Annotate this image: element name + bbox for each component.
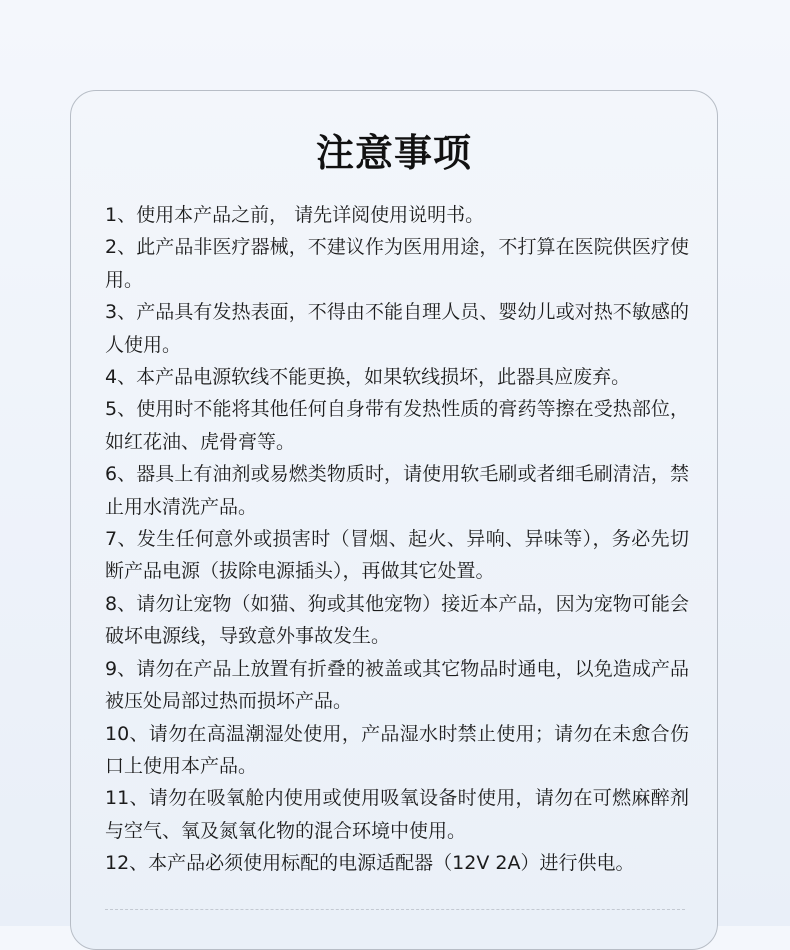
note-item-8: 8、请勿让宠物（如猫、狗或其他宠物）接近本产品，因为宠物可能会破坏电源线，导致意外事故发生。 bbox=[105, 592, 689, 648]
note-item-2: 2、此产品非医疗器械，不建议作为医用用途，不打算在医院供医疗使用。 bbox=[105, 236, 689, 291]
dashed-divider bbox=[105, 909, 685, 910]
note-item-1: 1、使用本产品之前， 请先详阅使用说明书。 bbox=[105, 204, 485, 226]
note-item-11: 11、请勿在吸氧舱内使用或使用吸氧设备时使用，请勿在可燃麻醉剂与空气、氧及氮氧化物的混合环境中使用。 bbox=[105, 787, 689, 842]
note-item-10: 10、请勿在高温潮湿处使用，产品湿水时禁止使用；请勿在未愈合伤口上使用本产品。 bbox=[105, 722, 689, 777]
page-title: 注意事项 bbox=[315, 131, 472, 175]
note-item-7: 7、发生任何意外或损害时（冒烟、起火、异响、异味等），务必先切断产品电源（拔除电源插头），再做其它处置。 bbox=[105, 528, 689, 583]
notes-list bbox=[105, 199, 689, 880]
note-item-5: 5、使用时不能将其他任何自身带有发热性质的膏药等擦在受热部位，如红花油、虎骨膏等。 bbox=[105, 398, 689, 453]
note-item-6: 6、器具上有油剂或易燃类物质时，请使用软毛刷或者细毛刷清洁，禁止用水清洗产品。 bbox=[105, 463, 689, 518]
note-item-9: 9、请勿在产品上放置有折叠的被盖或其它物品时通电，以免造成产品被压处局部过热而损坏产品。 bbox=[105, 657, 689, 713]
note-item-3: 3、产品具有发热表面，不得由不能自理人员、婴幼儿或对热不敏感的人使用。 bbox=[105, 301, 689, 356]
note-item-4: 4、本产品电源软线不能更换，如果软线损坏，此器具应废弃。 bbox=[105, 366, 631, 389]
notice-card bbox=[70, 90, 718, 950]
note-item-12: 12、本产品必须使用标配的电源适配器（12V 2A）进行供电。 bbox=[105, 852, 635, 875]
